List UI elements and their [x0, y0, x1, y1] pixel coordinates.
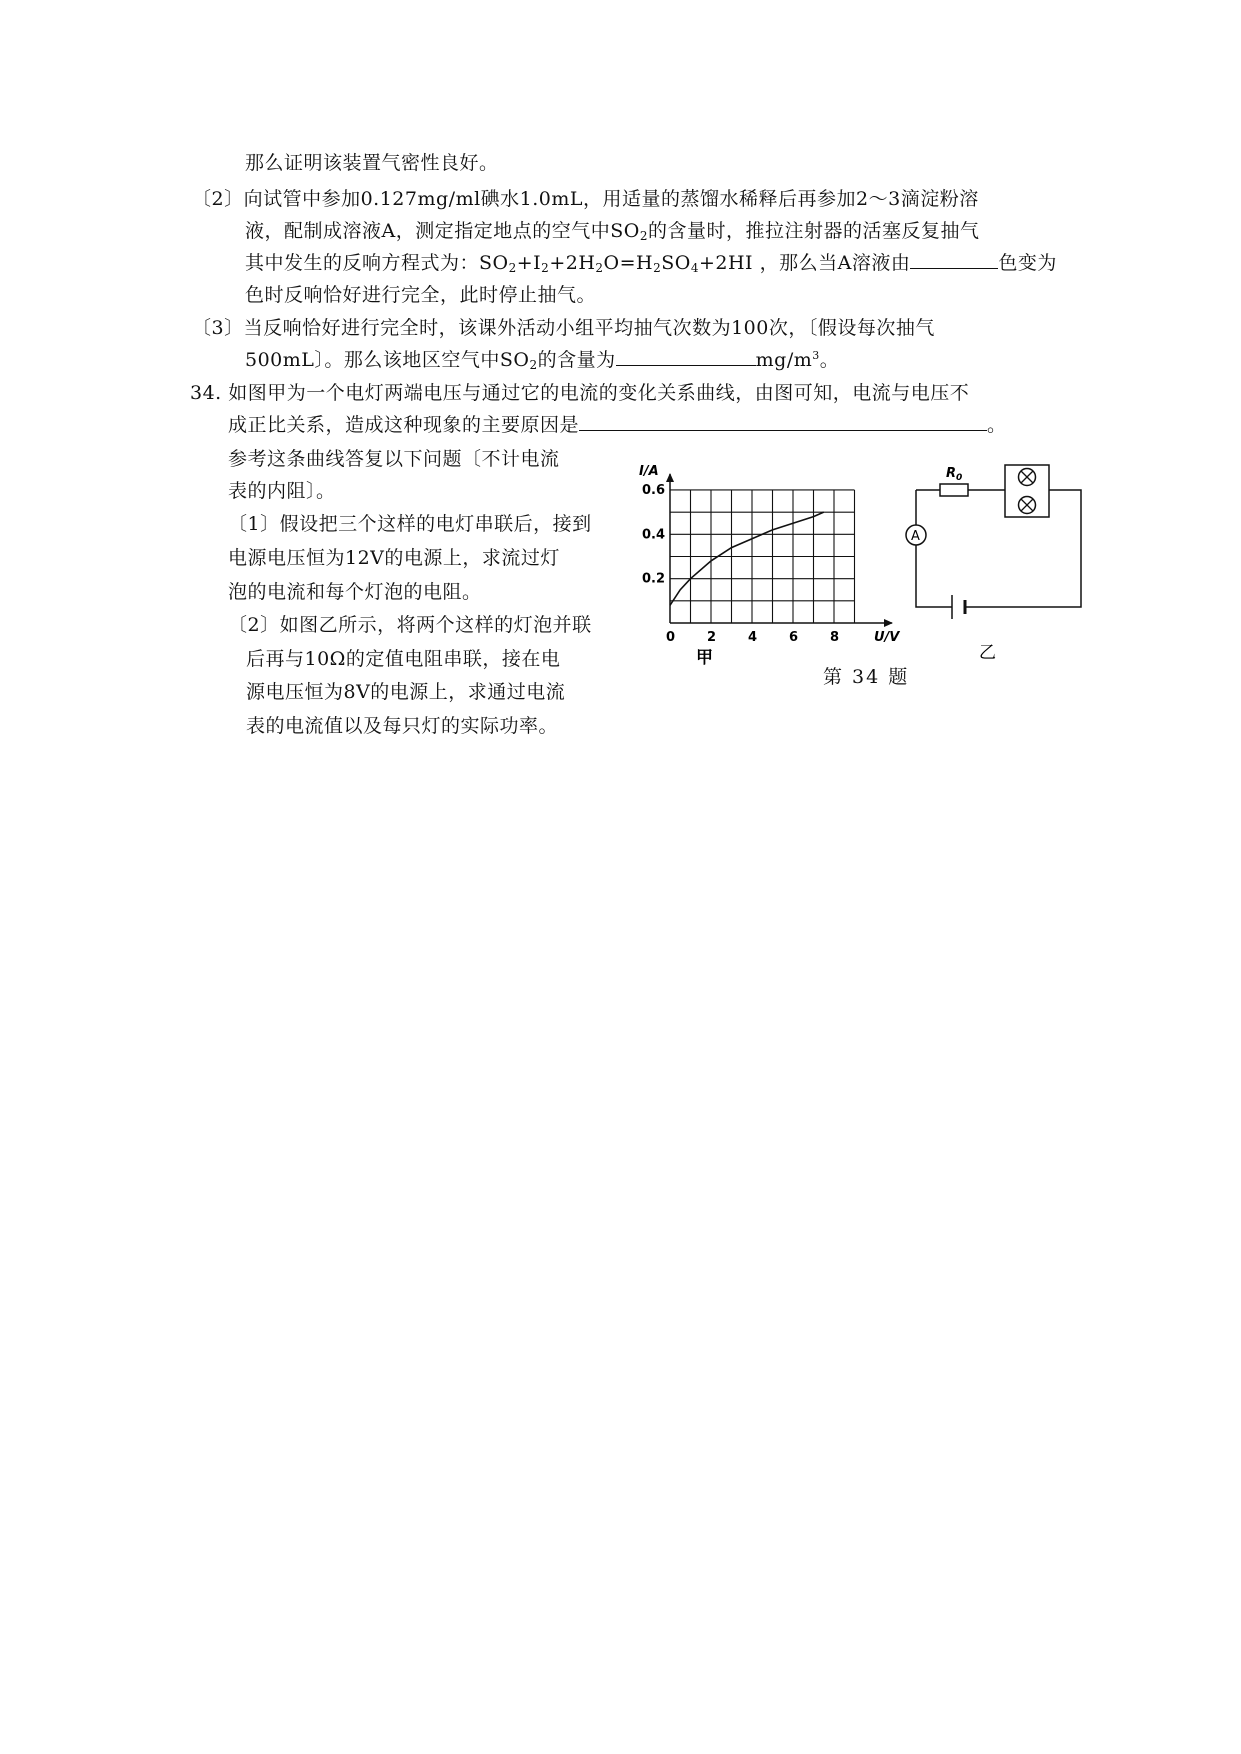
q33-p2-line1: [192, 184, 979, 214]
q33-p2-label: 〔2〕: [192, 188, 244, 210]
reason-blank[interactable]: [579, 412, 987, 431]
eq-part-b: +I: [516, 252, 542, 274]
q33-p3-l2a: 500mL〕。那么该地区空气中SO: [245, 349, 530, 371]
y-axis-arrow: [666, 473, 674, 482]
q33-p2-line2: [245, 216, 979, 246]
q33-p2-l4: 色时反响恰好进行完全，此时停止抽气。: [245, 284, 597, 306]
q34-line2: [228, 410, 1007, 440]
x-tick-label: 2: [707, 630, 717, 645]
wire-left-bottom: [916, 545, 952, 607]
graph-ticks: [642, 483, 839, 645]
q34-s1-3: [228, 577, 482, 607]
q34-l2a: 成正比关系，造成这种现象的主要原因是: [228, 414, 580, 436]
x-tick-label: 6: [789, 630, 799, 645]
q34-s1-1-text: 〔1〕假设把三个这样的电灯串联后，接到: [228, 513, 592, 535]
eq-part-a: 其中发生的反响方程式为：SO: [245, 252, 509, 274]
figure-caption: [823, 662, 909, 692]
circuit-diagram: [905, 455, 1105, 665]
q33-p3-label: 〔3〕: [192, 317, 244, 339]
q34-intro2: [228, 476, 336, 506]
eq-sub-1: 2: [508, 261, 517, 275]
q33-p3-l1: 当反响恰好进行完全时，该课外活动小组平均抽气次数为100次，〔假设每次抽气: [243, 317, 935, 339]
y-tick-label: 0.6: [642, 482, 666, 498]
q34-intro1-text: 参考这条曲线答复以下问题〔不计电流: [228, 448, 560, 470]
eq-part-f: +2HI ，那么当A溶液由: [698, 252, 911, 274]
q33-p3-line1: [192, 313, 935, 343]
unit-mg: mg/m: [755, 349, 813, 371]
color-blank-1[interactable]: [910, 250, 998, 269]
q34-s2-3: [246, 677, 565, 707]
eq-sub-5: 4: [690, 261, 699, 275]
q34-number: 34.: [190, 382, 222, 404]
eq-sub-2: 2: [541, 261, 550, 275]
q34-s2-2: [246, 644, 560, 674]
resistor-label: $R_0$: [946, 466, 963, 483]
q33-p3-l2b: 的含量为: [537, 349, 616, 371]
q34-s2-4-text: 表的电流值以及每只灯的实际功率。: [246, 715, 559, 737]
content-blank[interactable]: [616, 347, 756, 366]
q33-p2-l2a: 液，配制成溶液A，测定指定地点的空气中SO: [245, 220, 640, 242]
q34-s2-1-text: 〔2〕如图乙所示，将两个这样的灯泡并联: [228, 614, 592, 636]
q34-s1-3-text: 泡的电流和每个灯泡的电阻。: [228, 581, 482, 603]
eq-part-d: O=H: [603, 252, 654, 274]
q34-s2-4: [246, 711, 558, 741]
y-tick-label: 0.4: [642, 527, 666, 543]
iu-curve: [670, 512, 824, 605]
ammeter-label: A: [911, 529, 920, 544]
q34-s1-2: [228, 543, 560, 573]
iu-graph: [630, 460, 910, 680]
q34-s1-2-text: 电源电压恒为12V的电源上，求流过灯: [228, 547, 560, 569]
x-tick-label: 0: [666, 630, 676, 645]
x-tick-label: 8: [830, 630, 840, 645]
q33-p2-line3: [245, 248, 1057, 278]
x-axis-arrow: [884, 619, 893, 627]
eq-sub-3: 2: [595, 261, 604, 275]
q33-cont-text: 那么证明该装置气密性良好。: [245, 152, 499, 174]
eq-part-g: 色变为: [998, 252, 1057, 274]
graph-grid: [670, 490, 855, 623]
q33-p2-l2b: 的含量时，推拉注射器的活塞反复抽气: [647, 220, 980, 242]
y-tick-label: 0.2: [642, 571, 666, 587]
q33-p2-line4: [245, 280, 596, 310]
q34-l2b: 。: [987, 414, 1007, 436]
x-axis-label: U/V: [874, 630, 900, 645]
eq-part-c: +2H: [549, 252, 596, 274]
unit-sup: 3: [812, 349, 820, 362]
q34-intro1: [228, 444, 560, 474]
x-tick-label: 4: [748, 630, 758, 645]
q33-p3-end: 。: [819, 349, 840, 371]
y-axis-label: I/A: [639, 464, 659, 479]
graph-label-jia: 甲: [696, 648, 713, 668]
circuit-label-yi: 乙: [979, 643, 996, 663]
q34-s2-3-text: 源电压恒为8V的电源上，求通过电流: [246, 681, 566, 703]
eq-sub-4: 2: [653, 261, 662, 275]
q34-s1-1: [228, 509, 592, 539]
q33-cont-line: [245, 148, 499, 178]
figure-caption-text: 第 34 题: [823, 666, 910, 688]
resistor-r0: [940, 484, 968, 496]
q34-s2-1: [228, 610, 592, 640]
eq-part-e: SO: [661, 252, 691, 274]
so2-subscript: 2: [639, 229, 648, 243]
q34-l1: 如图甲为一个电灯两端电压与通过它的电流的变化关系曲线，由图可知，电流与电压不: [228, 382, 970, 404]
q34-intro2-text: 表的内阻〕。: [228, 480, 336, 502]
q33-p2-l1: 向试管中参加0.127mg/ml碘水1.0mL，用适量的蒸馏水稀释后再参加2～3滴淀粉溶: [243, 188, 979, 210]
q33-p3-line2: [245, 345, 839, 375]
graph-axes: [666, 473, 893, 627]
q34-line1: [190, 378, 969, 408]
q34-s2-2-text: 后再与10Ω的定值电阻串联，接在电: [246, 648, 561, 670]
so2-subscript-2: 2: [529, 358, 538, 372]
